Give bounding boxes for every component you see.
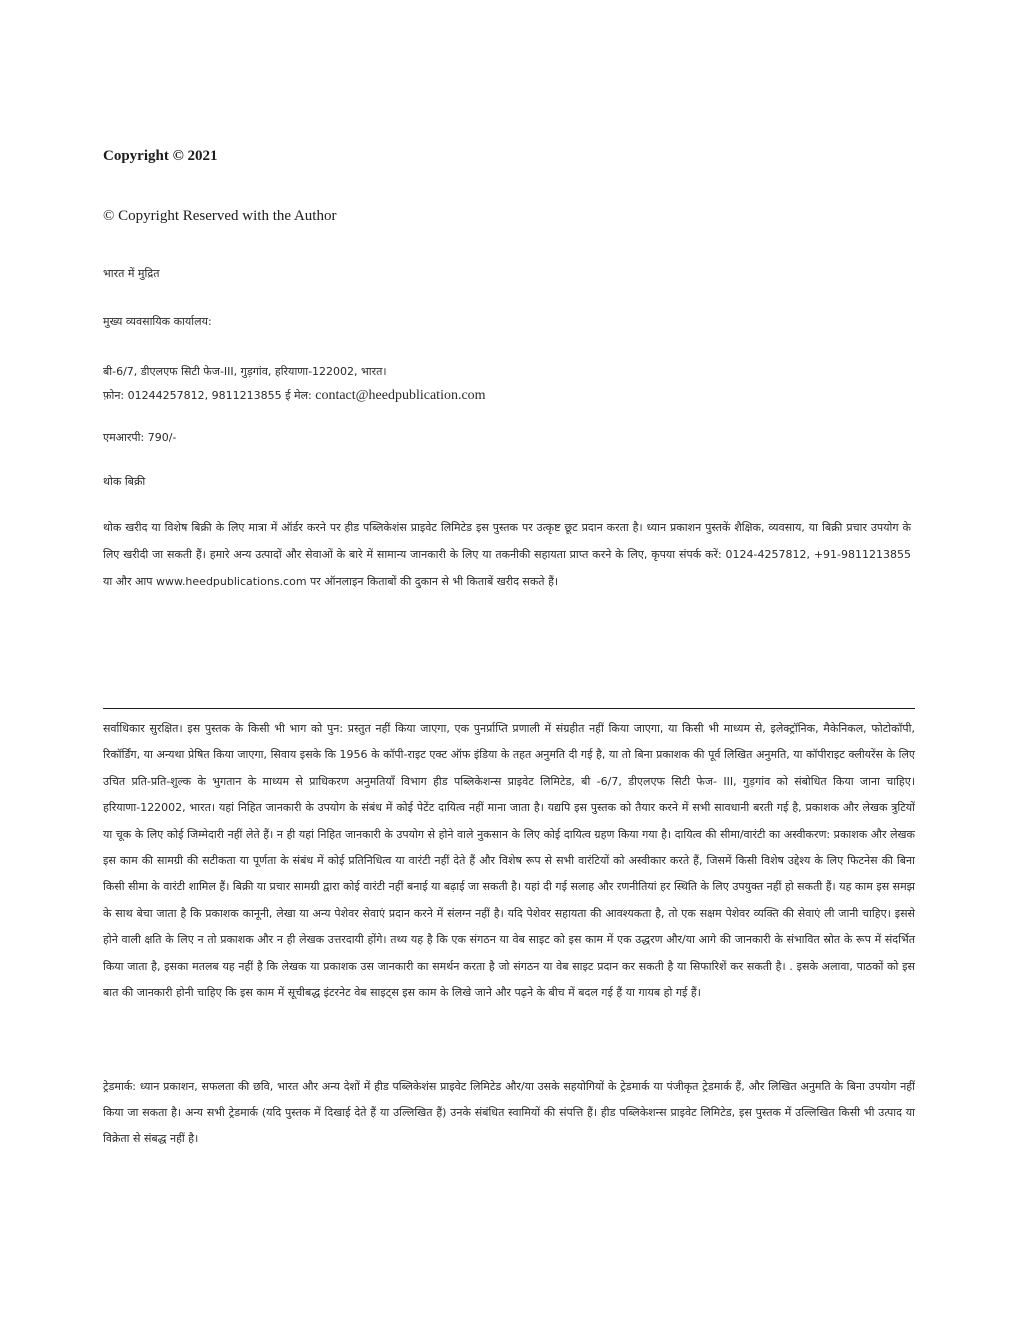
office-address-block [103, 360, 486, 408]
office-address: बी-6/7, डीएलएफ सिटी फेज-III, गुड़गांव, हरियाणा-122002, भारत। [103, 365, 387, 378]
copyright-reserved-line: © Copyright Reserved with the Author [103, 208, 337, 224]
printed-in-india: भारत में मुद्रित [103, 267, 160, 280]
rights-reserved-paragraph: सर्वाधिकार सुरक्षित। इस पुस्तक के किसी भी भाग को पुन: प्रस्तुत नहीं किया जाएगा, एक पुनर्प्राप्ति प्रणाली में संग्रहीत नहीं किया जाएगा, या किसी भी माध्यम से, इलेक्ट्रॉनिक, मैकेनिकल, फोटोकॉपी, रिकॉर्डिंग, या अन्यथा प्रेषित किया जाएगा, सिवाय इसके कि 1956 के कॉपी-राइट एक्ट ऑफ इंडिया के तहत अनुमति दी गई है, या तो बिना प्रकाशक की पूर्व लिखित अनुमति, या कॉपीराइट क्लीयरेंस के लिए उचित प्रति-प्रति-शुल्क के भुगतान के माध्यम से प्राधिकरण अनुमतियाँ विभाग हीड पब्लिकेशन्स प्राइवेट लिमिटेड, बी -6/7, डीएलएफ सिटी फेज- III, गुड़गांव को संबोधित किया जाना चाहिए। हरियाणा-122002, भारत। यहां निहित जानकारी के उपयोग के संबंध में कोई पेटेंट दायित्व नहीं माना जाता है। यद्यपि इस पुस्तक को तैयार करने में सभी सावधानी बरती गई है, प्रकाशक और लेखक त्रुटियों या चूक के लिए कोई जिम्मेदारी नहीं लेते हैं। न ही यहां निहित जानकारी के उपयोग से होने वाले नुकसान के लिए कोई दायित्व ग्रहण किया गया है। दायित्व की सीमा/वारंटी का अस्वीकरण: प्रकाशक और लेखक इस काम की सामग्री की सटीकता या पूर्णता के संबंध में कोई प्रतिनिधित्व या वारंटी नहीं देते हैं और विशेष रूप से सभी वारंटियों को अस्वीकार करते हैं, जिसमें किसी विशेष उद्देश्य के लिए फिटनेस की बिना किसी सीमा के वारंटी शामिल हैं। बिक्री या प्रचार सामग्री द्वारा कोई वारंटी नहीं बनाई या बढ़ाई जा सकती है। यहां दी गई सलाह और रणनीतियां हर स्थिति के लिए उपयुक्त नहीं हो सकती हैं। यह काम इस समझ के साथ बेचा जाता है कि प्रकाशक कानूनी, लेखा या अन्य पेशेवर सेवाएं प्रदान करने में संलग्न नहीं है। यदि पेशेवर सहायता की आवश्यकता है, तो एक सक्षम पेशेवर व्यक्ति की सेवाएं ली जानी चाहिए। इससे होने वाली क्षति के लिए न तो प्रकाशक और न ही लेखक उत्तरदायी होंगे। तथ्य यह है कि एक संगठन या वेब साइट को इस काम में एक उद्धरण और/या आगे की जानकारी के संभावित स्रोत के रूप में संदर्भित किया जाता है, इसका मतलब यह नहीं है कि लेखक या प्रकाशक उस जानकारी का समर्थन करता है जो संगठन या वेब साइट प्रदान कर सकती है या सिफारिशें कर सकती है। . इसके अलावा, पाठकों को इस बात की जानकारी होनी चाहिए कि इस काम में सूचीबद्ध इंटरनेट वेब साइट्स इस काम के लिखे जाने और पढ़ने के बीच में बदल गई हैं या गायब हो गई हैं। [103, 722, 915, 1000]
bulk-sales-paragraph: थोक खरीद या विशेष बिक्री के लिए मात्रा में ऑर्डर करने पर हीड पब्लिकेशंस प्राइवेट लिमिटेड इस पुस्तक पर उत्कृष्ट छूट प्रदान करता है। ध्यान प्रकाशन पुस्तकें शैक्षिक, व्यवसाय, या बिक्री प्रचार उपयोग के लिए खरीदी जा सकती हैं। हमारे अन्य उत्पादों और सेवाओं के बारे में सामान्य जानकारी के लिए या तकनीकी सहायता प्राप्त करने के लिए, कृपया संपर्क करें: 0124-4257812, +91-9811213855 या और आप www.heedpublications.com पर ऑनलाइन किताबों की दुकान से भी किताबें खरीद सकते हैं। [103, 521, 911, 588]
contact-email: contact@heedpublication.com [315, 388, 486, 403]
office-label: मुख्य व्यवसायिक कार्यालय: [103, 315, 212, 328]
trademark-paragraph: ट्रेडमार्क: ध्यान प्रकाशन, सफलता की छवि, भारत और अन्य देशों में हीड पब्लिकेशंस प्राइवेट लिमिटेड और/या उसके सहयोगियों के ट्रेडमार्क या पंजीकृत ट्रेडमार्क हैं, और लिखित अनुमति के बिना उपयोग नहीं किया जा सकता है। अन्य सभी ट्रेडमार्क (यदि पुस्तक में दिखाई देते हैं या उल्लिखित हैं) उनके संबंधित स्वामियों की संपत्ति हैं। हीड पब्लिकेशन्स प्राइवेट लिमिटेड, इस पुस्तक में उल्लिखित किसी भी उत्पाद या विक्रेता से संबद्ध नहीं है। [103, 1080, 915, 1145]
section-divider [103, 708, 915, 709]
mrp-price: एमआरपी: 790/- [103, 431, 177, 444]
bulk-sales-title: थोक बिक्री [103, 475, 146, 488]
copyright-title: Copyright © 2021 [103, 148, 218, 164]
phone-line: फ़ोन: 01244257812, 9811213855 ई मेल: [103, 389, 316, 402]
office-contact-line [103, 384, 486, 408]
